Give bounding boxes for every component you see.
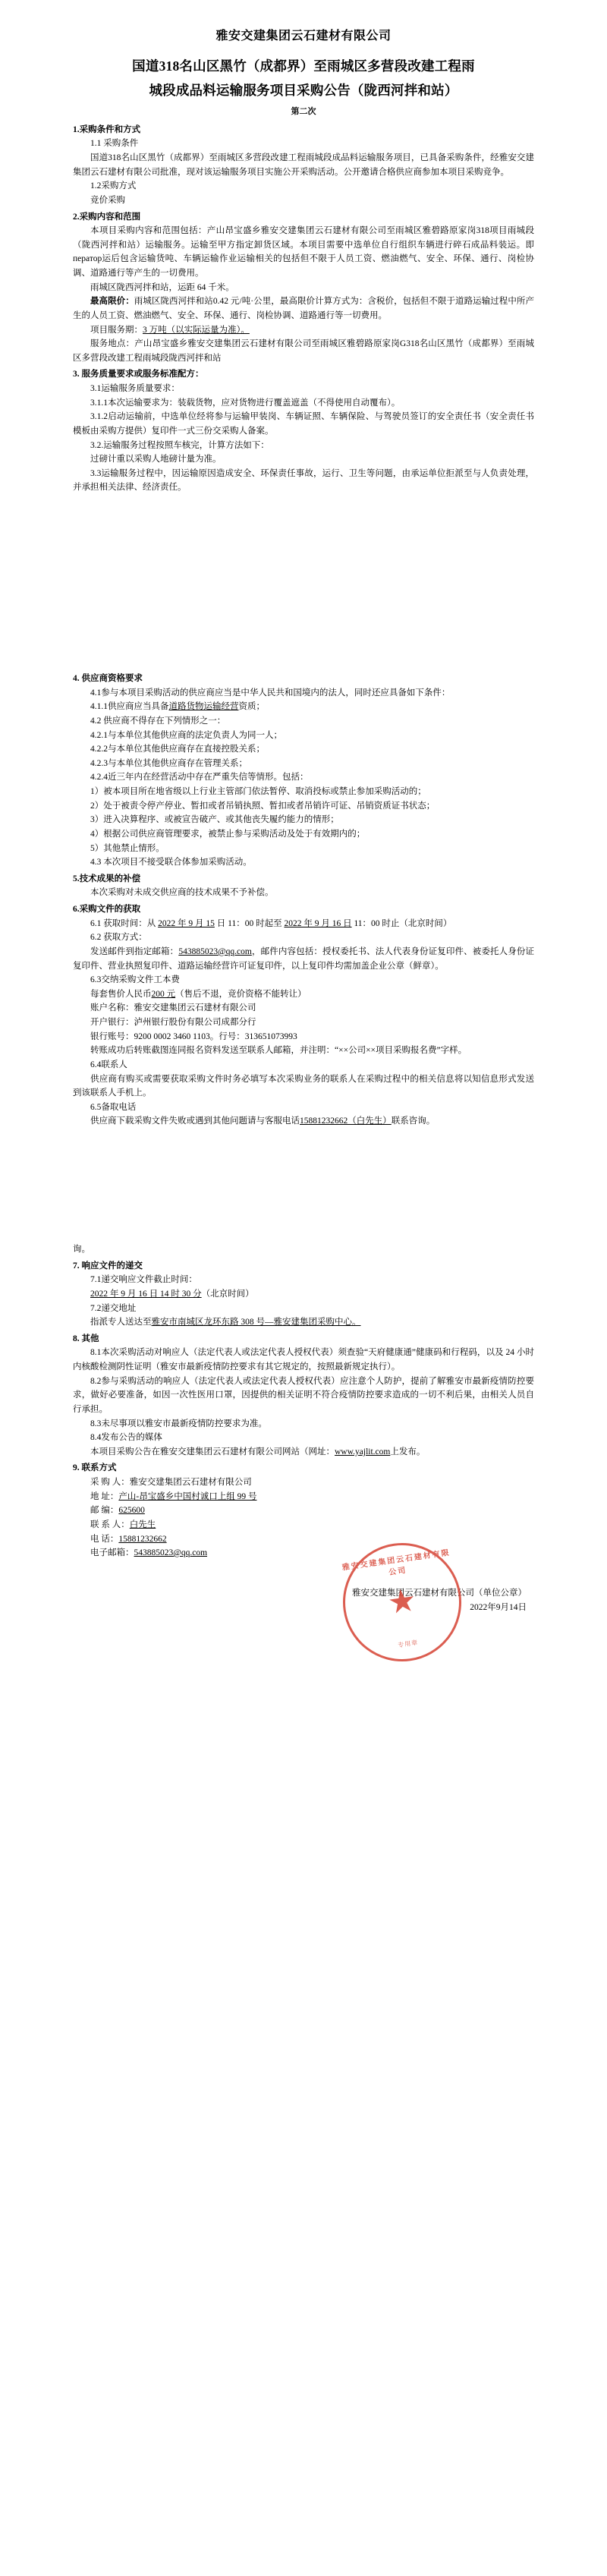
section-4-p6: 4.2.3与本单位其他供应商存在管理关系； [90,758,247,768]
section-1-1-body: 国道318名山区黑竹（成都界）至雨城区多营段改建工程雨城段成品料运输服务项目，已具备采购条件，经雅安交建集团云石建材有限公司批准，现对该运输服务项目实施公开采购活动。公开邀请合格供应商参加本项目采购竞争。 [73,153,534,177]
contact-phone-label: 电 话： [90,1534,119,1544]
doc-fee-suffix: （售后不退，竞价资格不能转让） [175,989,307,999]
qualification-prefix: 4.1.1供应商应当具备 [90,702,169,712]
section-8-p3: 8.3未尽事项以雅安市最新疫情防控要求为准。 [90,1419,267,1428]
contact-postcode-label: 邮 编： [90,1506,119,1516]
section-4-p5: 4.2.2与本单位其他供应商存在直接控股关系； [90,745,265,754]
section-6-p2: 6.2 获取方式： [90,933,147,943]
spacer-1 [73,495,534,669]
section-6-p6: 账户名称：雅安交建集团云石建材有限公司 [90,1003,256,1013]
section-5-p1: 本次采购对未成交供应商的技术成果不予补偿。 [90,888,274,898]
max-price-body: 雨城区陇西河拌和站0.42 元/吨·公里，最高限价计算方式为：含税价，包括但不限于道路运输过程中所产生的人员工资、燃油燃气、安全、环保、通行、岗检协调、道路通行等一切费用。 [73,297,534,320]
section-4-p8: 1）被本项目所在地省级以上行业主管部门依法暂停、取消投标或禁止参加采购活动的； [90,787,426,796]
section-6-heading: 6.采购文件的获取 [73,905,141,914]
submission-address-prefix: 指派专人送达至 [90,1318,152,1327]
support-phone-suffix: 联系咨询。 [391,1116,436,1126]
section-8-p1: 8.1本次采购活动对响应人（法定代表人或法定代表人授权代表）须查验“天府健康通”健康码和行程码，以及 24 小时内核酸检测阴性证明（雅安市最新疫情防控要求有其它规定的，按照最新规定执行）。 [73,1348,534,1371]
section-4-p10: 3）进入决算程序、或被宣告破产、或其他丧失履约能力的情形； [90,815,339,825]
contact-purchaser-value: 雅安交建集团云石建材有限公司 [129,1478,252,1487]
seal-top-text: 雅安交建集团云石建材有限公司 [341,1548,451,1577]
page-title [73,54,534,103]
contact-email-value[interactable]: 543885023@qq.com [134,1548,208,1558]
support-phone-prefix: 供应商下载采购文件失败或遇到其他问题请与客服电话 [90,1116,300,1126]
service-period-label: 项目服务期： [90,325,143,335]
media-label: 8.4发布公告的媒体 [90,1433,162,1443]
acquire-start-date: 2022 年 9 月 15 [158,918,215,928]
contact-address-label: 地 址： [90,1491,119,1501]
section-4-p3: 4.2 供应商不得存在下列情形之一： [90,716,226,726]
section-5-heading: 5.技术成果的补偿 [73,874,141,883]
signature-company: 雅安交建集团云石建材有限公司（单位公章） [352,1588,527,1598]
email-prefix: 发送邮件到指定邮箱： [90,946,179,956]
section-6-p9: 转账成功后转账截图连同报名资料发送至联系人邮箱，并注明：“××公司××项目采购报名费”字样。 [90,1046,467,1056]
section-2-p5: 服务地点：产山昂宝盛乡雅安交建集团云石建材有限公司至雨城区雅碧路原家岗G318名山区黑竹（成都界）至雨城区多营段改建工程雨城段陇西河拌和站 [73,339,534,363]
seal-bottom-text: 专用章 [397,1639,419,1649]
contact-postcode [73,1504,534,1518]
max-price-label: 最高限价： [90,297,134,307]
signature-block [73,1586,534,1616]
section-1-heading: 1.采购条件和方式 [73,124,141,134]
section-4-p1: 4.1参与本项目采购活动的供应商应当是中华人民共和国境内的法人，同时还应具备如下条件： [90,688,451,698]
acquire-end-date: 2022 年 9 月 16 日 [284,918,352,928]
company-name: 雅安交建集团云石建材有限公司 [215,30,392,43]
section-2-p2: 雨城区陇西河拌和站，运距 64 千米。 [90,282,234,292]
section-4-p2 [73,700,534,714]
contact-postcode-value: 625600 [118,1506,145,1516]
section-7-p2: 7.2递交地址 [90,1303,137,1313]
section-4-p9: 2）处于被责令停产停业、暂扣或者吊销执照、暂扣或者吊销许可证、吊销资质证书状态； [90,801,436,811]
media-suffix: 上发布。 [390,1447,426,1456]
seal-star-icon: ★ [385,1582,419,1622]
contact-person [73,1518,534,1532]
continuation-marker: 询。 [73,1245,90,1254]
signature-date: 2022年9月14日 [470,1603,527,1613]
section-3-i5: 过磅计重以采购人地磅计量为准。 [90,455,222,464]
submission-deadline: 2022 年 9 月 16 日 14 时 30 分 [90,1289,202,1299]
acquire-time-prefix: 6.1 获取时间：从 [90,918,156,928]
section-3-i2: 3.1.1本次运输要求为：装载货物，应对货物进行覆盖遮盖（不得使用自动覆布）。 [90,398,401,408]
section-4-heading: 4. 供应商资格要求 [73,674,143,683]
contact-person-value: 白先生 [129,1519,156,1529]
section-6-p13 [73,1114,534,1129]
contact-email-label: 电子邮箱： [90,1548,134,1558]
contact-phone [73,1532,534,1547]
section-8-p4 [73,1431,534,1445]
section-2-p1: 本项目采购内容和范围包括：产山昂宝盛乡雅安交建集团云石建材有限公司至雨城区雅碧路原家岗318项目雨城段（陇西河拌和站）运输服务。运输至甲方指定卸货区域。本项目需要中选单位自行组织车辆进行碎石成品料装运。即ператор运后包含运输货吨、车辆运输作业运输相关的包括但不限于人员工资、燃油燃气、安全、环保、通行、岗检协调、道路通行等产生的一切费用。 [73,226,534,278]
section-7-heading: 7. 响应文件的递交 [73,1261,143,1271]
contact-email-inline[interactable]: 543885023@qq.com [178,946,252,956]
section-7-p1-date [73,1287,534,1302]
section-4-p11: 4）根据公司供应商管理要求，被禁止参与采购活动及处于有效期内的； [90,829,366,839]
section-2-heading: 2.采购内容和范围 [73,212,141,222]
section-7-p1: 7.1递交响应文件截止时间： [90,1275,197,1285]
section-3-i1: 3.1运输服务质量要求： [90,384,180,393]
section-3-i6: 3.3运输服务过程中，因运输原因造成安全、环保责任事故，运行、卫生等问题，由承运单位拒派至与人负责处理，并承担相关法律、经济责任。 [73,468,534,493]
qualification-value: 道路货物运输经营 [168,702,239,712]
section-6-p8: 银行账号：9200 0002 3460 1103。行号：313651073993 [90,1031,297,1041]
section-1-2-text: 竞价采购 [90,195,125,205]
submission-address: 雅安市南城区龙环东路 308 号—雅安建集团采购中心。 [151,1318,361,1327]
support-phone-value: 15881232662（白先生） [300,1116,392,1126]
section-1-1-heading: 1.1 采购条件 [90,139,139,149]
website-url[interactable]: www.yajlit.com [335,1447,391,1456]
email-suffix: ，邮件内容包括：授权委托书、法人代表身份证复印件、被委托人身份证复印件、营业执照复印件、道路运输经营许可证复印件，以上复印件均需加盖企业公章（鲜章）。 [73,946,535,971]
doc-fee-prefix: 每套售价人民币 [90,989,152,999]
acquire-mid-1: 日 11：00 时起至 [216,918,282,928]
contact-person-label: 联 系 人： [90,1519,130,1529]
section-4-p4: 4.2.1与本单位其他供应商的法定负责人为同一人； [90,730,282,740]
section-4-p12: 5）其他禁止情形。 [90,843,165,853]
qualification-suffix: 资质； [238,702,265,712]
contact-purchaser [73,1475,534,1490]
section-2-p3 [73,294,534,323]
section-3-i3: 3.1.2启动运输前，中选单位经将参与运输甲装岗、车辆证照、车辆保险、与驾驶员签订的安全责任书（安全责任书模板由采购方提供）复印件一式三份交采购人备案。 [73,412,534,436]
section-4-p7: 4.2.4近三年内在经营活动中存在严重失信等情形。包括： [90,773,309,783]
doc-fee-value: 200 元 [151,989,176,999]
section-6-p1 [73,917,534,931]
media-body: 本项目采购公告在雅安交建集团云石建材有限公司网站（网址： [90,1447,335,1456]
spacer-2 [73,1129,534,1242]
section-2-p4 [73,323,534,338]
section-6-p4: 6.3交纳采购文件工本费 [90,975,180,985]
section-6-p11: 供应商有购买或需要获取采购文件时务必填写本次采购业务的联系人在采购过程中的相关信息将以知信息形式发送到该联系人手机上。 [73,1074,534,1098]
contact-address-value: 产山-昂宝盛乡中国村诚口上组 99 号 [118,1491,257,1501]
title-line-1: 国道318名山区黑竹（成都界）至雨城区多营段改建工程雨 [132,58,475,74]
section-9-heading: 9. 联系方式 [73,1463,117,1473]
section-8-heading: 8. 其他 [73,1334,99,1343]
section-8-p4-body [73,1445,534,1460]
section-6-p5 [73,987,534,1002]
section-6-p7: 开户银行：泸州银行股份有限公司成都分行 [90,1018,256,1027]
section-7-p3 [73,1315,534,1330]
submission-deadline-suffix: （北京时间） [201,1289,254,1299]
title-line-2: 城段成品料运输服务项目采购公告（陇西河拌和站） [149,83,458,99]
section-6-p3 [73,945,534,973]
section-8-p2: 8.2参与采购活动的响应人（法定代表人或法定代表人授权代表）应注意个人防护，提前了解雅安市最新疫情防控要求，做好必要准备，如因一次性医用口罩，因提供的相关证明不符合疫情防控要求造成的一切不利后果，由相关人员自行承担。 [73,1376,534,1414]
section-3-i4: 3.2.运输服务过程按照车核完，计算方法如下： [90,440,269,450]
section-3-heading: 3. 服务质量要求或服务标准配方： [73,370,204,379]
page-subtitle: 第二次 [291,106,316,116]
section-6-p10: 6.4联系人 [90,1060,127,1069]
section-4-p13: 4.3 本次项目不接受联合体参加采购活动。 [90,858,252,868]
acquire-mid-2: 11：00 时止（北京时间） [354,918,452,928]
section-1-1-text [73,151,534,179]
contact-phone-value: 15881232662 [118,1534,167,1544]
spacer-3 [73,1560,534,1582]
section-1-2-heading: 1.2采购方式 [90,181,137,191]
contact-email [73,1546,534,1560]
service-period-value: 3 万吨（以实际运量为准）。 [143,325,250,335]
contact-purchaser-label: 采 购 人： [90,1478,130,1487]
contact-address [73,1490,534,1504]
section-6-p12: 6.5备取电话 [90,1102,137,1112]
